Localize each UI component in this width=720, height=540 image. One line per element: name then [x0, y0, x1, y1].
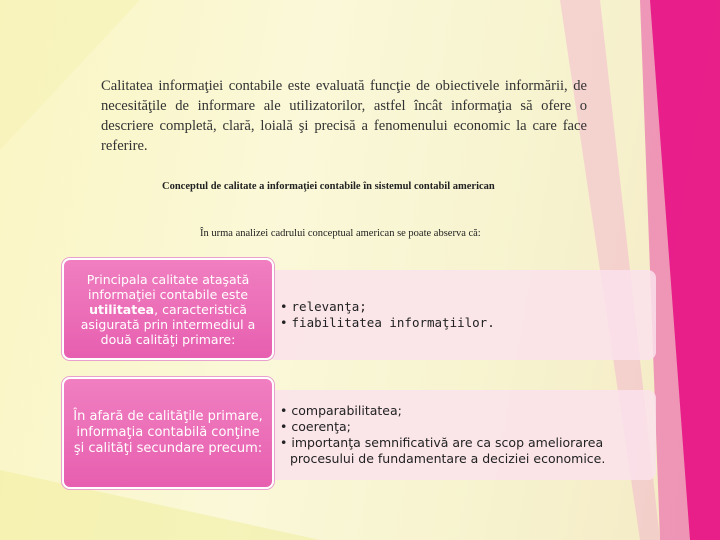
- secondary-qualities-list: [280, 403, 644, 467]
- secondary-quality-label: În afară de calităţile primare, informaţia contabilă conţine şi calităţi secundare precum:: [62, 377, 274, 489]
- primary-quality-label: Principala calitate ataşată informaţiei contabile este utilitatea, caracteristică asigurată prin intermediul a două calităţi primare:: [62, 258, 274, 360]
- primary-qualities-list: [280, 299, 495, 331]
- primary-qualities-box: [268, 270, 656, 360]
- list-item: • comparabilitatea;: [280, 403, 402, 418]
- intro-paragraph: Calitatea informaţiei contabile este evaluată funcţie de obiectivele informării, de necesităţile de informare ale utilizatorilor, astfel încât informaţia să ofere o descriere completă, clară, loială şi precisă a fenomenului economic la care face referire.: [101, 78, 587, 154]
- list-item: • importanţa semnificativă are ca scop ameliorarea procesului de fundamentare a deciziei economice.: [280, 435, 606, 466]
- secondary-qualities-box: [268, 390, 656, 480]
- list-item: • relevanţa;: [280, 299, 367, 314]
- section-note: În urma analizei cadrului conceptual american se poate abserva că:: [200, 228, 481, 239]
- section-title: Conceptul de calitate a informaţiei contabile în sistemul contabil american: [162, 181, 495, 192]
- list-item: • fiabilitatea informaţiilor.: [280, 315, 495, 330]
- list-item: • coerenţa;: [280, 419, 351, 434]
